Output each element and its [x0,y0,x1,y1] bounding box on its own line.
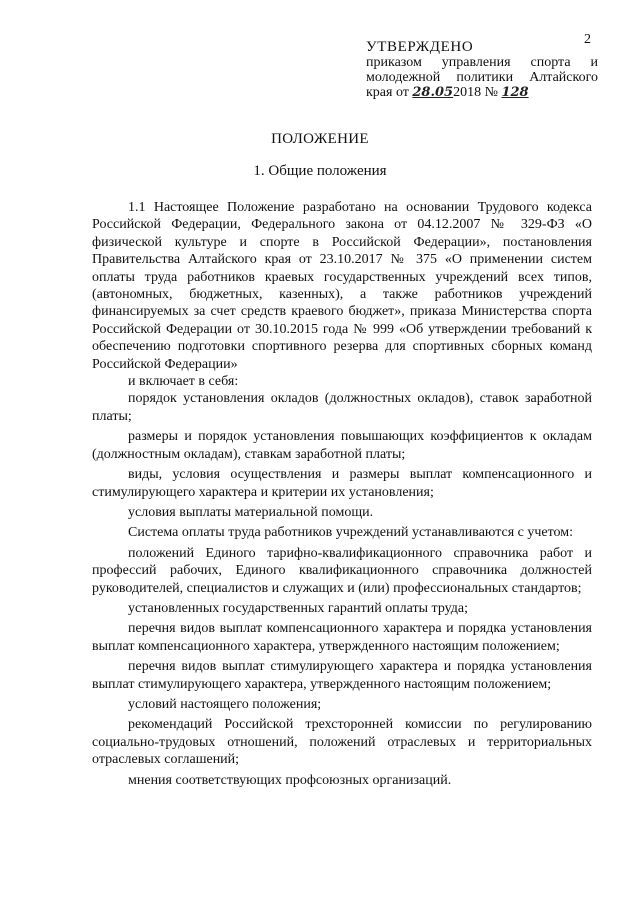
document-body [92,199,592,789]
list-item: условий настоящего положения; [128,696,322,712]
approval-line-3-prefix: края от [366,85,413,100]
list-item: условия выплаты материальной помощи. [128,504,374,520]
approval-line-1: приказом управления спорта и [366,55,598,70]
system-intro: Система оплаты труда работников учреждений устанавливаются с учетом: [128,525,574,541]
list-item: перечня видов выплат компенсационного характера и порядка установления выплат компенсационного характера, утвержденного настоящим положением; [92,621,592,654]
includes-intro: и включает в себя: [128,374,239,390]
approval-date-handwritten: 28.05 [412,85,454,100]
list-item: размеры и порядок установления повышающих коэффициентов к окладам (должностным окладам), ставкам заработной платы; [92,429,592,462]
list-item: порядок установления окладов (должностных окладов), ставок заработной платы; [92,391,592,424]
approval-year: 2018 № [453,85,502,100]
approval-line-3 [366,85,598,100]
list-item: мнения соответствующих профсоюзных организаций. [128,772,452,788]
list-item: перечня видов выплат стимулирующего характера и порядка установления выплат стимулирующего характера, утвержденного настоящим положением; [92,659,592,692]
document-title: ПОЛОЖЕНИЕ [271,131,369,147]
list-item: виды, условия осуществления и размеры выплат компенсационного и стимулирующего характера и критерии их установления; [92,467,592,500]
approval-line-2: молодежной политики Алтайского [366,70,598,85]
approval-stamp-block [366,40,598,100]
list-item: положений Единого тарифно-квалификационного справочника работ и профессий рабочих, Единого квалификационного справочника должностей руководителей, специалистов и служащих и (или) профессиональных стандартов; [92,545,592,596]
approval-number-handwritten: 128 [501,85,529,100]
approval-title: УТВЕРЖДЕНО [366,39,474,55]
list-item: установленных государственных гарантий оплаты труда; [128,600,468,616]
list-item: рекомендаций Российской трехсторонней комиссии по регулированию социально-трудовых отношений, положений отраслевых и территориальных отраслевых соглашений; [92,717,592,768]
page-number: 2 [584,32,591,47]
paragraph-1-1: 1.1 Настоящее Положение разработано на основании Трудового кодекса Российской Федерации, Федерального закона от 04.12.2007 № 329-ФЗ «О физической культуре и спорте в Российской Федерации», постановления Правительства Алтайского края от 23.10.2017 № 375 «О применении систем оплаты труда работников краевых государственных учреждений всех типов, (автономных, бюджетных, казенных), а также работников учреждений финансируемых за счет средств краевого бюджет», приказа Министерства спорта Российской Федерации от 30.10.2015 года № 999 «Об утверждении требований к обеспечению подготовки спортивного резерва для спортивных сборных команд Российской Федерации» [92,200,592,372]
section-title: 1. Общие положения [253,163,387,179]
